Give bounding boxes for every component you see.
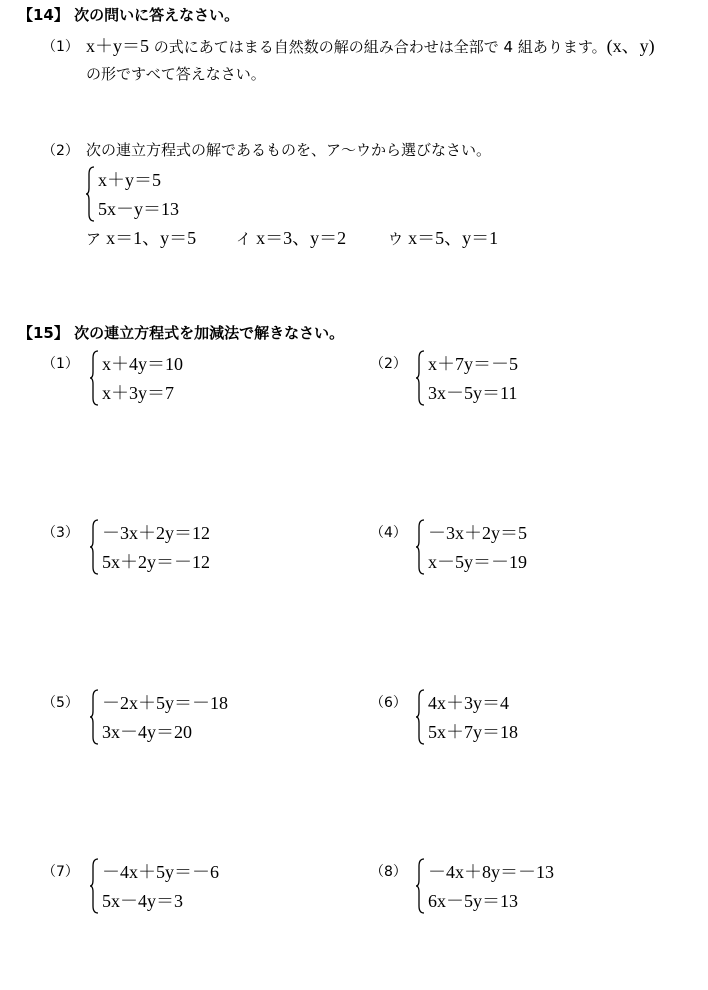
q14-1-text-line2: の形ですべて答えなさい。 <box>86 65 266 83</box>
q15-4-number: （4） <box>370 525 407 541</box>
q15-2-equation-1: x＋7y＝－5 <box>428 354 518 374</box>
q15-4-equation-1: －3x＋2y＝5 <box>428 523 527 543</box>
q15-8-equation-2: 6x－5y＝13 <box>428 891 518 911</box>
q15-5-number: （5） <box>42 695 79 711</box>
left-brace-icon <box>90 350 99 406</box>
q15-3-number: （3） <box>42 525 79 541</box>
left-brace-icon <box>86 166 95 222</box>
choice-label: イ <box>236 230 252 248</box>
left-brace-icon <box>416 689 425 745</box>
q15-6-equation-1: 4x＋3y＝4 <box>428 693 509 713</box>
q15-2-equation-2: 3x－5y＝11 <box>428 383 518 403</box>
q14-2-choice-a <box>86 224 196 250</box>
q14-2-equation-2: 5x－y＝13 <box>98 199 179 219</box>
q15-7-equation-1: －4x＋5y＝－6 <box>102 862 219 882</box>
q14-1-text: の式にあてはまる自然数の解の組み合わせは全部で 4 組あります。 <box>149 38 607 56</box>
q15-1-equation-1: x＋4y＝10 <box>102 354 183 374</box>
q15-2-number: （2） <box>370 356 407 372</box>
q14-1-question <box>86 32 655 58</box>
left-brace-icon <box>416 858 425 914</box>
choice-label: ア <box>86 230 102 248</box>
choice-answer: x＝5、y＝1 <box>408 228 499 248</box>
choice-answer: x＝3、y＝2 <box>256 228 347 248</box>
q15-5-equation-2: 3x－4y＝20 <box>102 722 192 742</box>
q14-1-number: （1） <box>42 39 79 55</box>
q15-1-equation-2: x＋3y＝7 <box>102 383 174 403</box>
q15-8-equation-1: －4x＋8y＝－13 <box>428 862 554 882</box>
q15-8-number: （8） <box>370 864 407 880</box>
q15-4-equation-2: x－5y＝－19 <box>428 552 527 572</box>
left-brace-icon <box>90 519 99 575</box>
q15-7-number: （7） <box>42 864 79 880</box>
q15-6-equation-2: 5x＋7y＝18 <box>428 722 518 742</box>
left-brace-icon <box>416 350 425 406</box>
q14-1-pair-form: (x、y) <box>606 36 655 56</box>
q14-2-choice-u <box>388 224 498 250</box>
q14-2-text: 次の連立方程式の解であるものを、ア～ウから選びなさい。 <box>86 141 492 159</box>
q15-5-equation-1: －2x＋5y＝－18 <box>102 693 228 713</box>
q14-2-number: （2） <box>42 143 79 159</box>
q14-2-equation-1: x＋y＝5 <box>98 170 161 190</box>
q14-1-equation: x＋y＝5 <box>86 36 149 56</box>
left-brace-icon <box>90 858 99 914</box>
q15-3-equation-2: 5x＋2y＝－12 <box>102 552 210 572</box>
choice-answer: x＝1、y＝5 <box>106 228 197 248</box>
q15-heading: 【15】 次の連立方程式を加減法で解きなさい。 <box>18 324 345 342</box>
q14-2-choice-i <box>236 224 346 250</box>
q15-6-number: （6） <box>370 695 407 711</box>
left-brace-icon <box>90 689 99 745</box>
q15-3-equation-1: －3x＋2y＝12 <box>102 523 210 543</box>
q15-1-number: （1） <box>42 356 79 372</box>
q14-heading: 【14】 次の問いに答えなさい。 <box>18 6 240 24</box>
choice-label: ウ <box>388 230 404 248</box>
q15-7-equation-2: 5x－4y＝3 <box>102 891 183 911</box>
left-brace-icon <box>416 519 425 575</box>
